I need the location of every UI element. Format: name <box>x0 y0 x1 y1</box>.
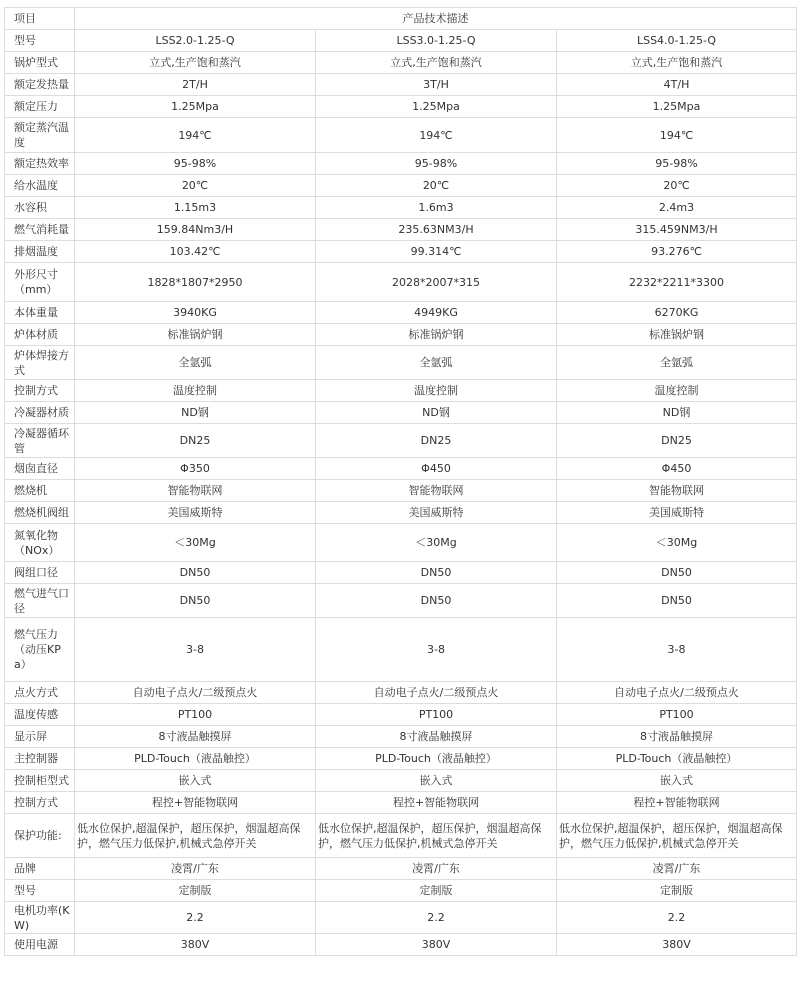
value-cell-model-2: 2.2 <box>316 902 557 934</box>
table-row <box>5 30 797 52</box>
value-cell-model-3: 4T/H <box>557 74 797 96</box>
value-cell-model-2: 3-8 <box>316 618 557 682</box>
value-cell-model-1: 194℃ <box>75 118 316 153</box>
value-cell-model-1: 智能物联网 <box>75 480 316 502</box>
value-cell-model-3: 温度控制 <box>557 380 797 402</box>
value-cell-model-2: ＜30Mg <box>316 524 557 562</box>
value-cell-model-1: 温度控制 <box>75 380 316 402</box>
value-cell-model-3: DN50 <box>557 584 797 618</box>
row-label-cell: 额定热效率 <box>5 153 75 175</box>
value-cell-model-3: 智能物联网 <box>557 480 797 502</box>
table-row <box>5 153 797 175</box>
value-cell-model-1: LSS2.0-1.25-Q <box>75 30 316 52</box>
value-cell-model-1: PLD-Touch（液晶触控） <box>75 748 316 770</box>
row-label-cell: 电机功率(KW) <box>5 902 75 934</box>
table-row <box>5 726 797 748</box>
table-row <box>5 219 797 241</box>
table-row <box>5 241 797 263</box>
value-cell-model-3: 1.25Mpa <box>557 96 797 118</box>
table-row <box>5 458 797 480</box>
table-row <box>5 424 797 458</box>
row-label-cell: 燃烧机阀组 <box>5 502 75 524</box>
row-label-cell: 外形尺寸（mm） <box>5 263 75 302</box>
value-cell-model-2: LSS3.0-1.25-Q <box>316 30 557 52</box>
table-row <box>5 562 797 584</box>
value-cell-model-1: 凌霄/广东 <box>75 858 316 880</box>
value-cell-model-1: 1.15m3 <box>75 197 316 219</box>
table-row <box>5 74 797 96</box>
value-cell-model-3: DN25 <box>557 424 797 458</box>
value-cell-model-2: 194℃ <box>316 118 557 153</box>
value-cell-model-3: 20℃ <box>557 175 797 197</box>
table-row <box>5 96 797 118</box>
row-label-cell: 型号 <box>5 880 75 902</box>
value-cell-model-1: 立式,生产饱和蒸汽 <box>75 52 316 74</box>
value-cell-model-1: 定制版 <box>75 880 316 902</box>
value-cell-model-1: DN50 <box>75 562 316 584</box>
row-label-cell: 温度传感 <box>5 704 75 726</box>
value-cell-model-3: 380V <box>557 934 797 956</box>
value-cell-model-2: DN50 <box>316 562 557 584</box>
value-cell-model-1: DN25 <box>75 424 316 458</box>
value-cell-model-2: PLD-Touch（液晶触控） <box>316 748 557 770</box>
table-row <box>5 502 797 524</box>
row-label-cell: 烟囱直径 <box>5 458 75 480</box>
value-cell-model-2: 程控+智能物联网 <box>316 792 557 814</box>
value-cell-model-2: 定制版 <box>316 880 557 902</box>
row-label-cell: 炉体材质 <box>5 324 75 346</box>
value-cell-model-1: 标准锅炉钢 <box>75 324 316 346</box>
value-cell-model-3: 标准锅炉钢 <box>557 324 797 346</box>
value-cell-model-2: 自动电子点火/二级预点火 <box>316 682 557 704</box>
value-cell-model-1: 1828*1807*2950 <box>75 263 316 302</box>
value-cell-model-3: 95-98% <box>557 153 797 175</box>
value-cell-model-3: DN50 <box>557 562 797 584</box>
row-label-cell: 冷凝器材质 <box>5 402 75 424</box>
value-cell-model-3: PLD-Touch（液晶触控） <box>557 748 797 770</box>
value-cell-model-2: Φ450 <box>316 458 557 480</box>
value-cell-model-2: DN25 <box>316 424 557 458</box>
table-header-row <box>5 8 797 30</box>
value-cell-model-2: 标准锅炉钢 <box>316 324 557 346</box>
value-cell-model-3: 自动电子点火/二级预点火 <box>557 682 797 704</box>
value-cell-model-3: 嵌入式 <box>557 770 797 792</box>
value-cell-model-3: 2.2 <box>557 902 797 934</box>
row-label-cell: 氮氧化物（NOx） <box>5 524 75 562</box>
row-label-cell: 燃烧机 <box>5 480 75 502</box>
value-cell-model-3: PT100 <box>557 704 797 726</box>
value-cell-model-1: 95-98% <box>75 153 316 175</box>
row-label-cell: 锅炉型式 <box>5 52 75 74</box>
value-cell-model-1: 103.42℃ <box>75 241 316 263</box>
value-cell-model-3: 3-8 <box>557 618 797 682</box>
table-row <box>5 880 797 902</box>
value-cell-model-2: 全氩弧 <box>316 346 557 380</box>
value-cell-model-3: 2.4m3 <box>557 197 797 219</box>
value-cell-model-3: 美国威斯特 <box>557 502 797 524</box>
table-row <box>5 770 797 792</box>
table-row <box>5 618 797 682</box>
value-cell-model-3: 6270KG <box>557 302 797 324</box>
row-label-cell: 点火方式 <box>5 682 75 704</box>
table-row <box>5 118 797 153</box>
value-cell-model-3: 定制版 <box>557 880 797 902</box>
row-label-cell: 燃气进气口径 <box>5 584 75 618</box>
table-row <box>5 380 797 402</box>
table-row <box>5 480 797 502</box>
row-label-cell: 排烟温度 <box>5 241 75 263</box>
value-cell-model-2: DN50 <box>316 584 557 618</box>
value-cell-model-1: 380V <box>75 934 316 956</box>
value-cell-model-1: 8寸液晶触摸屏 <box>75 726 316 748</box>
table-row <box>5 302 797 324</box>
table-row <box>5 814 797 858</box>
value-cell-model-1: 程控+智能物联网 <box>75 792 316 814</box>
value-cell-model-3: 194℃ <box>557 118 797 153</box>
value-cell-model-1: 1.25Mpa <box>75 96 316 118</box>
value-cell-model-2: 95-98% <box>316 153 557 175</box>
row-label-cell: 控制方式 <box>5 792 75 814</box>
item-header-cell: 项目 <box>5 8 75 30</box>
value-cell-model-1: 20℃ <box>75 175 316 197</box>
value-cell-model-1: ND钢 <box>75 402 316 424</box>
spec-table-body <box>5 8 797 956</box>
value-cell-model-2: 1.25Mpa <box>316 96 557 118</box>
row-label-cell: 显示屏 <box>5 726 75 748</box>
value-cell-model-2: 99.314℃ <box>316 241 557 263</box>
value-cell-model-3: LSS4.0-1.25-Q <box>557 30 797 52</box>
value-cell-model-3: 2232*2211*3300 <box>557 263 797 302</box>
table-row <box>5 902 797 934</box>
row-label-cell: 给水温度 <box>5 175 75 197</box>
value-cell-model-3: ＜30Mg <box>557 524 797 562</box>
value-cell-model-2: 3T/H <box>316 74 557 96</box>
value-cell-model-1: 嵌入式 <box>75 770 316 792</box>
table-row <box>5 792 797 814</box>
table-row <box>5 402 797 424</box>
value-cell-model-2: 凌霄/广东 <box>316 858 557 880</box>
table-row <box>5 584 797 618</box>
value-cell-model-2: 8寸液晶触摸屏 <box>316 726 557 748</box>
value-cell-model-1: 2.2 <box>75 902 316 934</box>
row-label-cell: 品牌 <box>5 858 75 880</box>
table-row <box>5 263 797 302</box>
value-cell-model-1: DN50 <box>75 584 316 618</box>
row-label-cell: 使用电源 <box>5 934 75 956</box>
value-cell-model-1: 159.84Nm3/H <box>75 219 316 241</box>
value-cell-model-3: 全氩弧 <box>557 346 797 380</box>
row-label-cell: 额定发热量 <box>5 74 75 96</box>
row-label-cell: 额定蒸汽温度 <box>5 118 75 153</box>
value-cell-model-2: 20℃ <box>316 175 557 197</box>
row-label-cell: 冷凝器循环管 <box>5 424 75 458</box>
value-cell-model-2: 235.63NM3/H <box>316 219 557 241</box>
row-label-cell: 本体重量 <box>5 302 75 324</box>
value-cell-model-1: Φ350 <box>75 458 316 480</box>
table-row <box>5 324 797 346</box>
value-cell-model-1: 自动电子点火/二级预点火 <box>75 682 316 704</box>
value-cell-model-3: 8寸液晶触摸屏 <box>557 726 797 748</box>
row-label-cell: 额定压力 <box>5 96 75 118</box>
value-cell-model-1: PT100 <box>75 704 316 726</box>
row-label-cell: 控制柜型式 <box>5 770 75 792</box>
value-cell-model-2: 嵌入式 <box>316 770 557 792</box>
value-cell-model-2: 380V <box>316 934 557 956</box>
value-cell-model-1: ＜30Mg <box>75 524 316 562</box>
value-cell-model-3: 凌霄/广东 <box>557 858 797 880</box>
value-cell-model-2: 智能物联网 <box>316 480 557 502</box>
value-cell-model-3: Φ450 <box>557 458 797 480</box>
value-cell-model-1: 3940KG <box>75 302 316 324</box>
value-cell-model-2: 温度控制 <box>316 380 557 402</box>
value-cell-model-1: 美国威斯特 <box>75 502 316 524</box>
value-cell-model-1: 3-8 <box>75 618 316 682</box>
value-cell-model-3: 低水位保护,超温保护，超压保护，烟温超高保护，燃气压力低保护,机械式急停开关 <box>557 814 797 858</box>
row-label-cell: 燃气压力（动压KPa） <box>5 618 75 682</box>
table-row <box>5 748 797 770</box>
table-row <box>5 934 797 956</box>
value-cell-model-2: 4949KG <box>316 302 557 324</box>
value-cell-model-3: 315.459NM3/H <box>557 219 797 241</box>
row-label-cell: 水容积 <box>5 197 75 219</box>
table-row <box>5 682 797 704</box>
table-row <box>5 524 797 562</box>
table-row <box>5 197 797 219</box>
value-cell-model-2: ND钢 <box>316 402 557 424</box>
value-cell-model-3: 93.276℃ <box>557 241 797 263</box>
spec-table <box>4 7 797 956</box>
value-cell-model-1: 低水位保护,超温保护，超压保护，烟温超高保护，燃气压力低保护,机械式急停开关 <box>75 814 316 858</box>
value-cell-model-2: 低水位保护,超温保护，超压保护，烟温超高保护，燃气压力低保护,机械式急停开关 <box>316 814 557 858</box>
table-row <box>5 704 797 726</box>
row-label-cell: 阀组口径 <box>5 562 75 584</box>
table-row <box>5 175 797 197</box>
row-label-cell: 型号 <box>5 30 75 52</box>
description-header-cell: 产品技术描述 <box>75 8 797 30</box>
value-cell-model-2: 2028*2007*315 <box>316 263 557 302</box>
value-cell-model-3: 立式,生产饱和蒸汽 <box>557 52 797 74</box>
value-cell-model-1: 2T/H <box>75 74 316 96</box>
value-cell-model-3: 程控+智能物联网 <box>557 792 797 814</box>
row-label-cell: 控制方式 <box>5 380 75 402</box>
value-cell-model-2: 美国威斯特 <box>316 502 557 524</box>
row-label-cell: 保护功能: <box>5 814 75 858</box>
value-cell-model-2: PT100 <box>316 704 557 726</box>
value-cell-model-2: 1.6m3 <box>316 197 557 219</box>
table-row <box>5 346 797 380</box>
row-label-cell: 炉体焊接方式 <box>5 346 75 380</box>
value-cell-model-3: ND钢 <box>557 402 797 424</box>
value-cell-model-1: 全氩弧 <box>75 346 316 380</box>
table-row <box>5 52 797 74</box>
row-label-cell: 燃气消耗量 <box>5 219 75 241</box>
table-row <box>5 858 797 880</box>
value-cell-model-2: 立式,生产饱和蒸汽 <box>316 52 557 74</box>
row-label-cell: 主控制器 <box>5 748 75 770</box>
